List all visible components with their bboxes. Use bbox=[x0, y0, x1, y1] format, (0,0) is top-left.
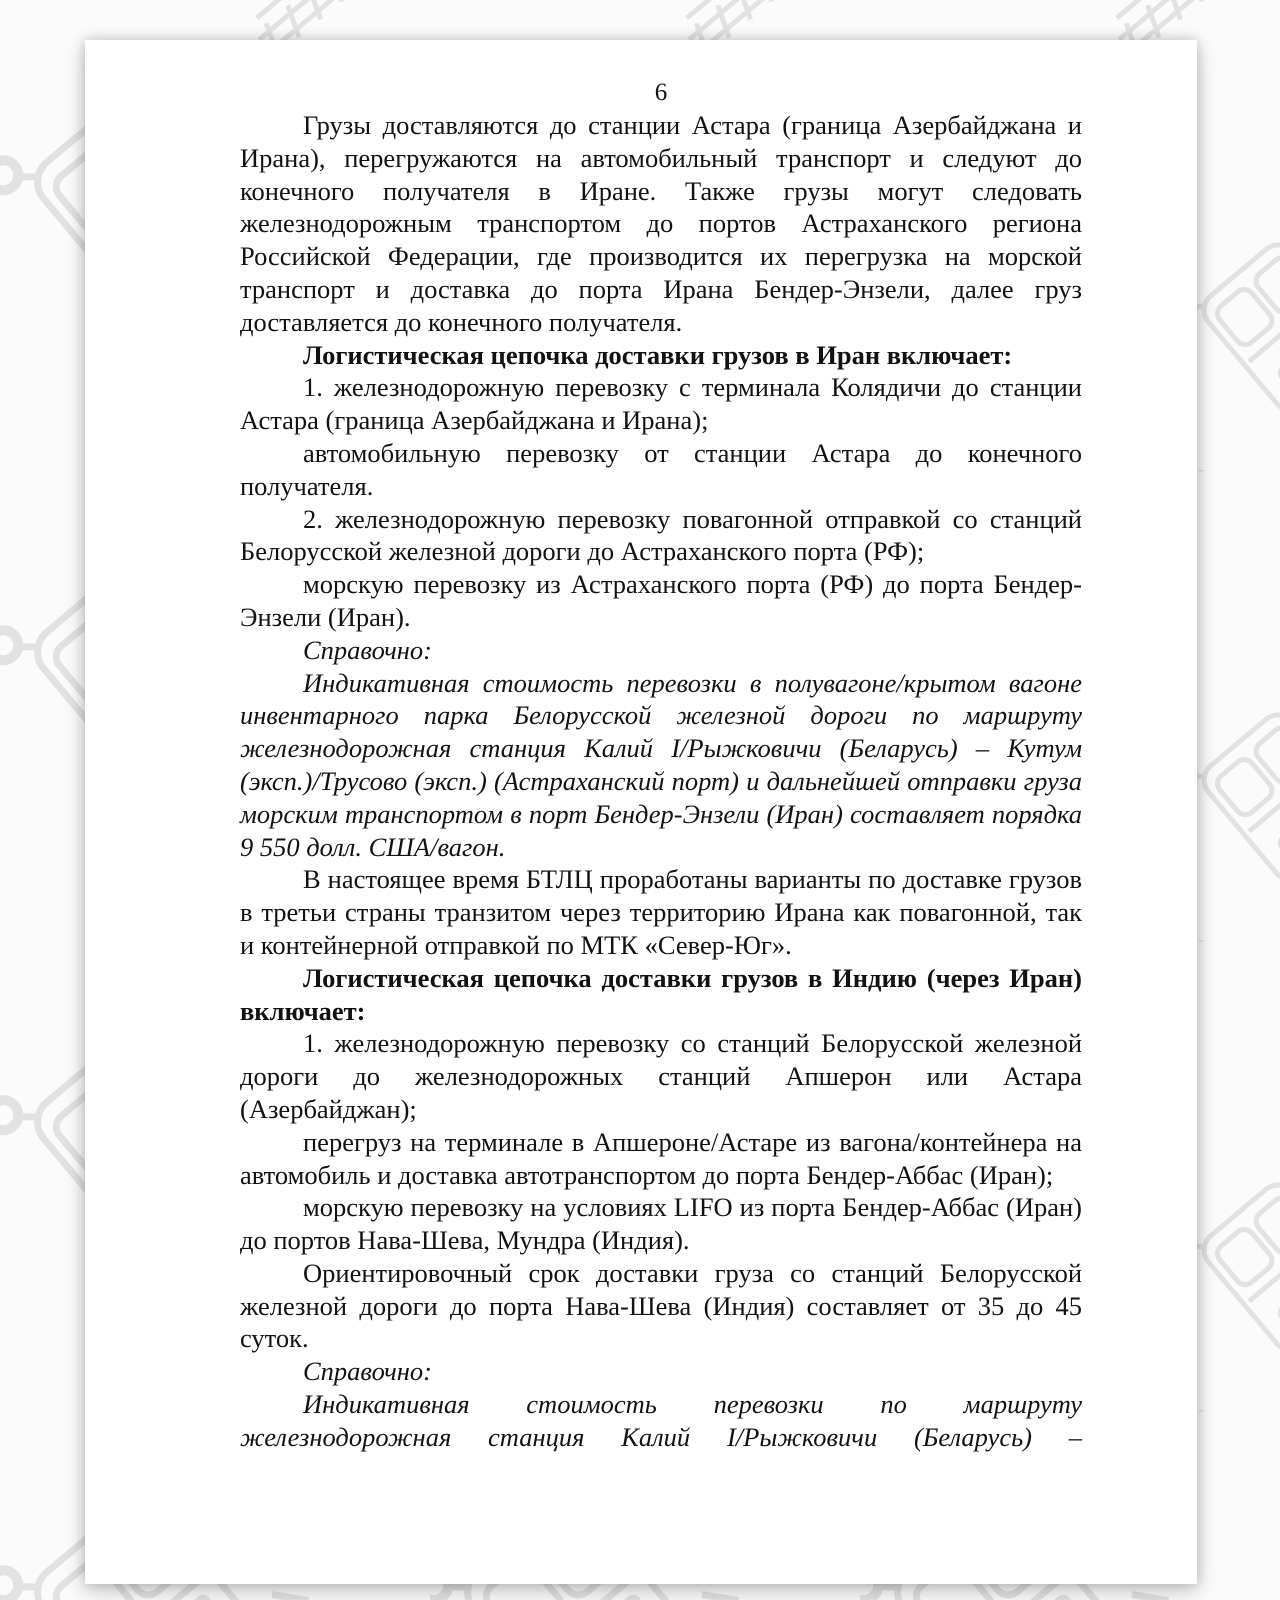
note-text-2: Индикативная стоимость перевозки по маршруту железнодорожная станция Калий I/Рыжковичи (Беларусь) – bbox=[240, 1389, 1082, 1452]
document-body bbox=[240, 109, 1082, 1454]
list-item-sea-lifo: морскую перевозку на условиях LIFO из порта Бендер-Аббас (Иран) до портов Нава-Шева, Мундра (Индия). bbox=[240, 1192, 1082, 1256]
list-item-rail-astara: 1. железнодорожную перевозку с терминала Колядичи до станции Астара (граница Азербайджана и Ирана); bbox=[240, 372, 1082, 436]
heading-iran-chain: Логистическая цепочка доставки грузов в Иран включает: bbox=[303, 339, 1013, 370]
note-label-1: Справочно: bbox=[303, 634, 433, 665]
page-number: 6 bbox=[654, 79, 668, 106]
document-page bbox=[85, 40, 1197, 1584]
list-item-auto-delivery: автомобильную перевозку от станции Астара до конечного получателя. bbox=[240, 437, 1082, 501]
list-item-rail-apsheron: 1. железнодорожную перевозку со станций Белорусской железной дороги до железнодорожных станций Апшерон или Астара (Азербайджан); bbox=[240, 1028, 1082, 1124]
paragraph-btlc-transit: В настоящее время БТЛЦ проработаны варианты по доставке грузов в третьи страны транзитом через территорию Ирана как повагонной, так и контейнерной отправкой по МТК «Север-Юг». bbox=[240, 864, 1082, 960]
list-item-sea-enzeli: морскую перевозку из Астраханского порта (РФ) до порта Бендер-Энзели (Иран). bbox=[240, 569, 1082, 632]
heading-india-chain: Логистическая цепочка доставки грузов в Индию (через Иран) включает: bbox=[240, 962, 1082, 1026]
paragraph-intro: Грузы доставляются до станции Астара (граница Азербайджана и Ирана), перегружаются на автомобильный транспорт и следуют до конечного получателя в Иране. Также грузы могут следовать железнодорожным транспортом до портов Астраханского региона Российской Федерации, где производится их перегрузка на морской транспорт и доставка до порта Ирана Бендер-Энзели, далее груз доставляется до конечного получателя. bbox=[240, 110, 1082, 337]
list-item-rail-astrakhan: 2. железнодорожную перевозку повагонной отправкой со станций Белорусской железной дороги до Астраханского порта (РФ); bbox=[240, 503, 1082, 567]
note-text-1: Индикативная стоимость перевозки в полувагоне/крытом вагоне инвентарного парка Белорусской железной дороги по маршруту железнодорожная станция Калий I/Рыжковичи (Беларусь) – Кутум (эксп.)/Трусово (эксп.) (Астраханский порт) и дальнейшей отправки груза морским транспортом в порт Бендер-Энзели (Иран) составляет порядка 9 550 долл. США/вагон. bbox=[240, 667, 1082, 862]
note-label-2: Справочно: bbox=[303, 1356, 433, 1387]
paragraph-delivery-time: Ориентировочный срок доставки груза со станций Белорусской железной дороги до порта Нава-Шева (Индия) составляет от 35 до 45 суток. bbox=[240, 1257, 1082, 1354]
list-item-reload-abbas: перегруз на терминале в Апшероне/Астаре из вагона/контейнера на автомобиль и доставка автотранспортом до порта Бендер-Аббас (Иран); bbox=[240, 1126, 1082, 1190]
